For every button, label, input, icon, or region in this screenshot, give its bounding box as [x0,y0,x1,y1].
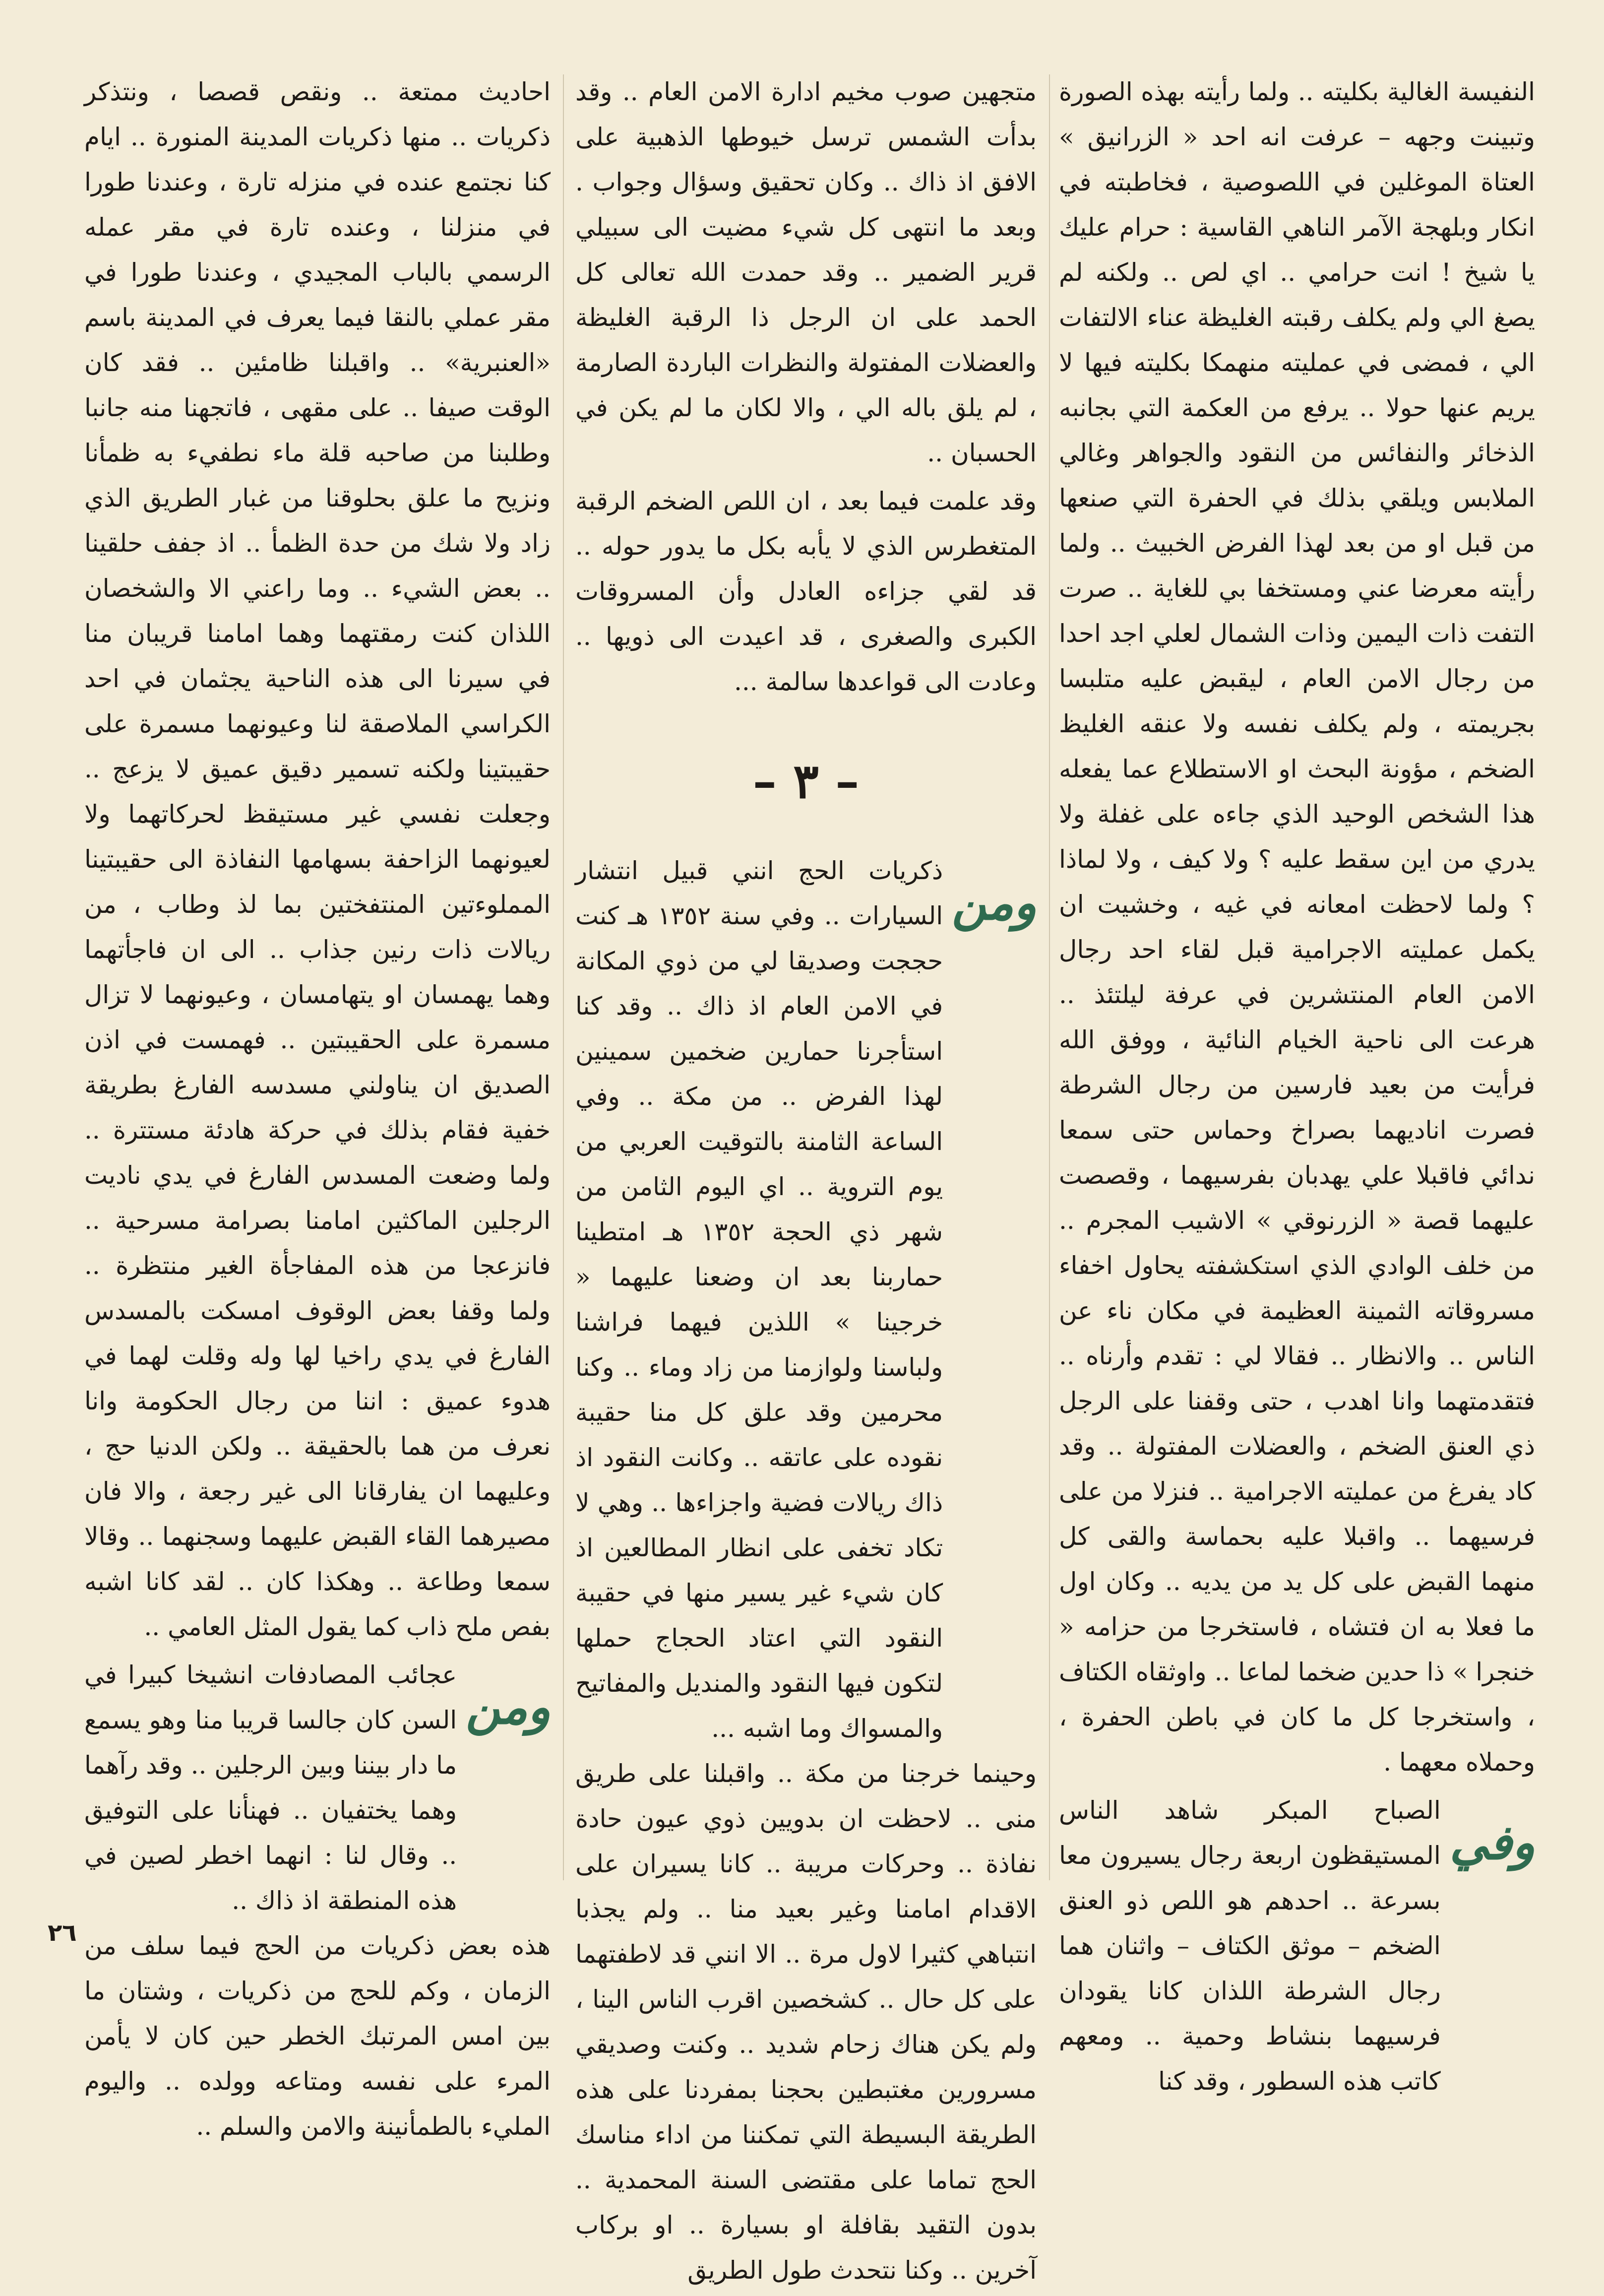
paragraph-with-initial [575,848,1037,1751]
paragraph: الصباح المبكر شاهد الناس المستيقظون اربعة رجال يسيرون معا بسرعة .. احدهم هو اللص ذو العنق الضخم – موثق الكتاف – واثنان هما رجال الشرطة اللذان كانا يقودان فرسيهما بنشاط وحمية .. ومعهم كاتب هذه السطور ، وقد كنا [1059,1796,1441,2096]
paragraph: النفيسة الغالية بكليته .. ولما رأيته بهذه الصورة وتبينت وجهه – عرفت انه احد « الزرانيق » العتاة الموغلين في اللصوصية ، فخاطبته في انكار وبلهجة الآمر الناهي القاسية : حرام عليك يا شيخ ! انت حرامي .. اي لص .. ولكنه لم يصغ الي ولم يكلف رقبته الغليظة عناء الالتفات الي ، فمضى في عمليته منهمكا بكليته فيها لا يريم عنها حولا .. يرفع من العكمة التي بجانبه الذخائر والنفائس من النقود والجواهر وغالي الملابس ويلقي بذلك في الحفرة التي صنعها من قبل او من بعد لهذا الفرض الخبيث .. ولما رأيته معرضا عني ومستخفا بي للغاية .. صرت التفت ذات اليمين وذات الشمال لعلي اجد احدا من رجال الامن العام ، ليقبض عليه متلبسا بجريمته ، ولم يكلف نفسه ولا عنقه الغليظ الضخم ، مؤونة البحث او الاستطلاع عما يفعله هذا الشخص الوحيد الذي جاءه على غفلة ولا يدري من اين سقط عليه ؟ ولا كيف ، ولا لماذا ؟ ولما لاحظت امعانه في غيه ، وخشيت ان يكمل عمليته الاجرامية قبل لقاء احد رجال الامن العام المنتشرين في عرفة ليلتئذ .. هرعت الى ناحية الخيام النائية ، ووفق الله فرأيت من بعيد فارسين من رجال الشرطة فصرت اناديهما بصراخ وحماس حتى سمعا ندائي فاقبلا علي يهدبان بفرسيهما ، وقصصت عليهما قصة « الزرنوقي » الاشيب المجرم .. من خلف الوادي الذي استكشفته يحاول اخفاء مسروقاته الثمينة العظيمة في مكان ناء عن الناس .. والانظار .. فقالا لي : تقدم وأرناه .. فتقدمتهما وانا اهدب ، حتى وقفنا على الرجل ذي العنق الضخم ، والعضلات المفتولة .. وقد كاد يفرغ من عمليته الاجرامية .. فنزلا من على فرسيهما .. واقبلا عليه بحماسة والقى كل منهما القبض على كل يد من يديه .. وكان اول ما فعلا به ان فتشاه ، فاستخرجا من حزامه « خنجرا » ذا حدين ضخما لماعا .. واوثقاه الكتاف ، واستخرجا كل ما كان في باطن الحفرة ، وحملاه معهما . [1059,77,1535,1777]
decorative-initial: ومن [952,875,1037,931]
paragraph: وحينما خرجنا من مكة .. واقبلنا على طريق منى .. لاحظت ان بدويين ذوي عيون حادة نفاذة .. وحركات مريبة .. كانا يسيران على الاقدام امامنا وغير بعيد منا .. ولم يجذبا انتباهي كثيرا لاول مرة .. الا انني قد لاطفتهما على كل حال .. كشخصين اقرب الناس الينا ، ولم يكن هناك زحام شديد .. وكنت وصديقي مسرورين مغتبطين بحجنا بمفردنا على هذه الطريقة البسيطة التي تمكننا من اداء مناسك الحج تماما على مقتضى السنة المحمدية .. بدون التقيد بقافلة او بسيارة .. او بركاب آخرين .. وكنا نتحدث طول الطريق [575,1759,1037,2285]
paragraph-with-initial [84,1653,551,1923]
paragraph-with-initial [1059,1788,1535,2104]
paragraph: هذه بعض ذكريات من الحج فيما سلف من الزمان ، وكم للحج من ذكريات ، وشتان ما بين امس المرتبك الخطر حين كان لا يأمن المرء على نفسه ومتاعه وولده .. واليوم المليء بالطمأنينة والامن والسلم .. [84,1931,551,2141]
article-column-middle [575,69,1037,2296]
paragraph: عجائب المصادفات انشيخا كبيرا في السن كان جالسا قريبا منا وهو يسمع ما دار بيننا وبين الرجلين .. وقد رآهما وهما يختفيان .. فهنأنا على التوفيق .. وقال لنا : انهما اخطر لصين في هذه المنطقة اذ ذاك .. [84,1660,457,1915]
paragraph: متجهين صوب مخيم ادارة الامن العام .. وقد بدأت الشمس ترسل خيوطها الذهبية على الافق اذ ذاك .. وكان تحقيق وسؤال وجواب . وبعد ما انتهى كل شيء مضيت الى سبيلي قرير الضمير .. وقد حمدت الله تعالى كل الحمد على ان الرجل ذا الرقبة الغليظة والعضلات المفتولة والنظرات الباردة الصارمة ، لم يلق باله الي ، والا لكان ما لم يكن في الحسبان .. [575,77,1037,467]
column-divider [1049,74,1050,1880]
paragraph: ذكريات الحج انني قبيل انتشار السيارات .. وفي سنة ١٣٥٢ هـ كنت حججت وصديقا لي من ذوي المكانة في الامن العام اذ ذاك .. وقد كنا استأجرنا حمارين ضخمين سمينين لهذا الفرض .. من مكة .. وفي الساعة الثامنة بالتوقيت العربي من يوم التروية .. اي اليوم الثامن من شهر ذي الحجة ١٣٥٢ هـ امتطينا حماربنا بعد ان وضعنا عليهما « خرجينا » اللذين فيهما فراشنا ولباسنا ولوازمنا من زاد وماء .. وكنا محرمين وقد علق كل منا حقيبة نقوده على عاتقه .. وكانت النقود اذ ذاك ريالات فضية واجزاءها .. وهي لا تكاد تخفى على انظار المطالعين اذ كان شيء غير يسير منها في حقيبة النقود التي اعتاد الحجاج حملها لتكون فيها النقود والمنديل والمفاتيح والمسواك وما اشبه ... [575,856,943,1743]
decorative-initial: وفي [1449,1814,1535,1870]
paragraph: احاديث ممتعة .. ونقص قصصا ، ونتذكر ذكريات .. منها ذكريات المدينة المنورة .. ايام كنا نجتمع عنده في منزله تارة ، وعندنا طورا في منزلنا ، وعنده تارة في مقر عمله الرسمي بالباب المجيدي ، وعندنا طورا في مقر عملي بالنقا فيما يعرف في المدينة باسم «العنبرية» .. واقبلنا ظامئين .. فقد كان الوقت صيفا .. على مقهى ، فاتجهنا منه جانبا وطلبنا من صاحبه قلة ماء نطفيء به ظمأنا ونزيح ما علق بحلوقنا من غبار الطريق الذي زاد ولا شك من حدة الظمأ .. اذ جفف حلقينا .. بعض الشيء .. وما راعني الا والشخصان اللذان كنت رمقتهما وهما امامنا قريبان منا في سيرنا الى هذه الناحية يجثمان في احد الكراسي الملاصقة لنا وعيونهما مسمرة على حقيبتينا ولكنه تسمير دقيق عميق لا يزعج .. وجعلت نفسي غير مستيقظ لحركاتهما ولا لعيونهما الزاحفة بسهامها النفاذة الى حقيبتينا المملوءتين المنتفختين بما لذ وطاب ، من ريالات ذات رنين جذاب .. الى ان فاجأتهما وهما يهمسان او يتهامسان ، وعيونهما لا تزال مسمرة على الحقيبتين .. فهمست في اذن الصديق ان يناولني مسدسه الفارغ بطريقة خفية فقام بذلك في حركة هادئة مستترة .. ولما وضعت المسدس الفارغ في يدي ناديت الرجلين الماكثين امامنا بصرامة مسرحية .. فانزعجا من هذه المفاجأة الغير منتظرة .. ولما وقفا بعض الوقوف امسكت بالمسدس الفارغ في يدي راخيا لها وله وقلت لهما في هدوء عميق : اننا من رجال الحكومة وانا نعرف من هما بالحقيقة .. ولكن الدنيا حج ، وعليهما ان يفارقانا الى غير رجعة ، والا فان مصيرهما القاء القبض عليهما وسجنهما .. وقالا سمعا وطاعة .. وهكذا كان .. لقد كانا اشبه بفص ملح ذاب كما يقول المثل العامي .. [84,77,551,1641]
section-number: – ٣ – [752,753,860,809]
page-number: ٢٦ [48,1919,77,1947]
paragraph: وقد علمت فيما بعد ، ان اللص الضخم الرقبة المتغطرس الذي لا يأبه بكل ما يدور حوله .. قد لقي جزاءه العادل وأن المسروقات الكبرى والصغرى ، قد اعيدت الى ذويها .. وعادت الى قواعدها سالمة ... [575,487,1037,696]
decorative-initial: ومن [466,1679,551,1735]
article-column-left [84,69,551,2152]
column-divider [563,74,564,1880]
article-column-right [1059,69,1535,2104]
